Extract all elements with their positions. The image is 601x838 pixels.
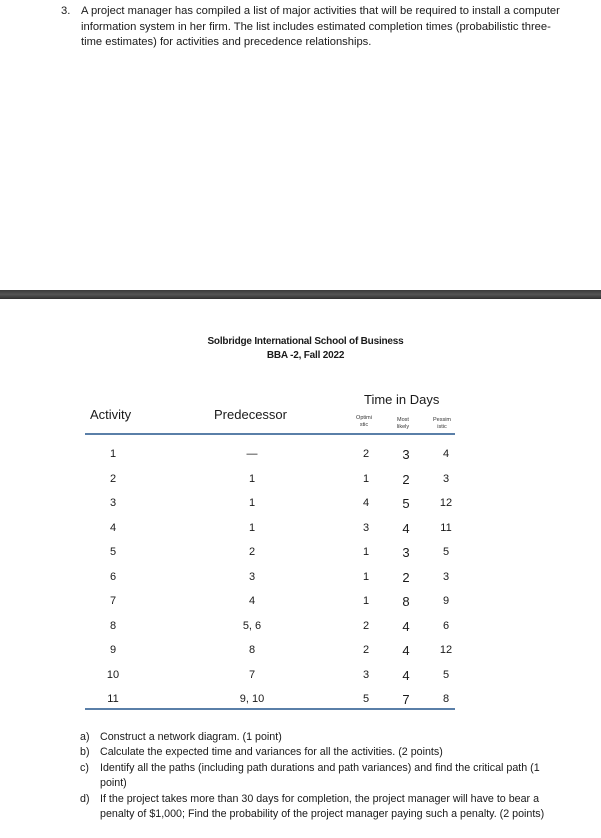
cell-predecessor: 5, 6 — [242, 619, 262, 632]
cell-optimistic: 2 — [362, 644, 370, 656]
cell-most-likely: 4 — [402, 667, 410, 683]
task-item — [80, 792, 550, 823]
header-predecessor: Predecessor — [214, 407, 287, 422]
header-optimistic: Optimi stic — [356, 415, 372, 428]
header-most-likely: Most likely — [396, 417, 410, 430]
cell-most-likely: 4 — [402, 618, 410, 634]
cell-optimistic: 2 — [362, 619, 370, 632]
table-row — [85, 497, 455, 521]
cell-most-likely: 7 — [402, 692, 410, 707]
table-row — [85, 644, 455, 668]
cell-pessimistic: 9 — [442, 595, 450, 607]
page-divider — [0, 290, 601, 299]
cell-pessimistic: 8 — [442, 693, 450, 705]
cell-optimistic: 5 — [362, 693, 370, 705]
cell-activity: 9 — [109, 644, 117, 656]
task-label: c) — [80, 761, 89, 774]
question-number: 3. — [61, 5, 71, 17]
cell-predecessor: 4 — [248, 595, 256, 607]
task-label: d) — [80, 792, 90, 805]
cell-optimistic: 3 — [362, 668, 370, 681]
task-text: If the project takes more than 30 days for completion, the project manager will have to bear a penalty of $1,000; Find the probability of the project manager paying such a penalty. (2 points) — [100, 792, 545, 821]
table-row — [85, 571, 455, 595]
table-row — [85, 546, 455, 570]
cell-pessimistic: 5 — [442, 668, 450, 681]
task-label: a) — [80, 731, 90, 743]
cell-predecessor: 7 — [248, 668, 256, 681]
table-row — [85, 522, 455, 546]
cell-pessimistic: 3 — [442, 472, 450, 485]
cell-predecessor: 1 — [248, 521, 256, 534]
cell-pessimistic: 12 — [439, 644, 453, 656]
cell-pessimistic: 3 — [442, 570, 450, 583]
activity-table — [85, 388, 455, 713]
table-bottom-rule — [85, 708, 455, 710]
cell-optimistic: 3 — [362, 521, 370, 534]
task-list — [80, 730, 550, 822]
task-text: Construct a network diagram. (1 point) — [100, 731, 282, 743]
cell-activity: 4 — [109, 521, 117, 534]
cell-pessimistic: 12 — [439, 497, 453, 509]
cell-activity: 5 — [109, 546, 117, 558]
task-item — [80, 745, 550, 760]
cell-most-likely: 2 — [402, 471, 410, 487]
cell-pessimistic: 6 — [442, 619, 450, 632]
cell-activity: 8 — [109, 619, 117, 632]
cell-activity: 6 — [109, 570, 117, 583]
task-item — [80, 761, 550, 792]
table-row — [85, 669, 455, 693]
cell-pessimistic: 5 — [442, 546, 450, 558]
cell-most-likely: 5 — [402, 496, 410, 511]
task-item — [80, 730, 550, 745]
cell-activity: 3 — [109, 497, 117, 509]
cell-most-likely: 8 — [402, 594, 410, 609]
cell-predecessor: 3 — [248, 570, 256, 583]
cell-most-likely: 2 — [402, 569, 410, 585]
cell-predecessor: — — [246, 448, 258, 460]
cell-optimistic: 1 — [362, 546, 370, 558]
cell-predecessor: 9, 10 — [239, 693, 265, 705]
table-row — [85, 595, 455, 619]
cell-most-likely: 4 — [402, 520, 410, 536]
cell-activity: 11 — [107, 693, 119, 705]
cell-activity: 10 — [106, 668, 120, 681]
cell-optimistic: 1 — [362, 595, 370, 607]
cell-optimistic: 1 — [362, 472, 370, 485]
cell-activity: 1 — [109, 448, 117, 460]
header-pessimistic: Pessim istic — [432, 417, 452, 430]
cell-most-likely: 3 — [402, 545, 410, 560]
cell-optimistic: 4 — [362, 497, 370, 509]
task-text: Identify all the paths (including path durations and path variances) and find the critical path (1 point) — [100, 761, 540, 790]
task-label: b) — [80, 746, 90, 759]
cell-optimistic: 1 — [362, 570, 370, 583]
cell-pessimistic: 11 — [440, 521, 452, 534]
cell-predecessor: 8 — [248, 644, 256, 656]
cell-activity: 7 — [109, 595, 117, 607]
header-activity: Activity — [90, 407, 132, 422]
table-row — [85, 473, 455, 497]
header-time-in-days: Time in Days — [364, 392, 440, 407]
cell-predecessor: 1 — [248, 497, 256, 509]
table-row — [85, 620, 455, 644]
table-top-rule — [85, 433, 455, 435]
cell-optimistic: 2 — [362, 448, 370, 460]
cell-pessimistic: 4 — [442, 448, 450, 460]
cell-activity: 2 — [109, 472, 117, 485]
task-text: Calculate the expected time and variances for all the activities. (2 points) — [100, 746, 443, 759]
cell-predecessor: 1 — [248, 472, 256, 485]
cell-predecessor: 2 — [248, 546, 256, 558]
cell-most-likely: 4 — [402, 643, 410, 658]
cell-most-likely: 3 — [402, 447, 410, 462]
question-text: A project manager has compiled a list of major activities that will be required to install a computer information system in her firm. The list includes estimated completion times (probabilistic three-time estimates) for activities and precedence relationships. — [81, 5, 560, 48]
table-row — [85, 693, 455, 717]
school-name: Solbridge International School of Business — [207, 336, 404, 347]
course-name: BBA -2, Fall 2022 — [266, 350, 345, 361]
table-row — [85, 448, 455, 472]
question — [61, 4, 561, 51]
